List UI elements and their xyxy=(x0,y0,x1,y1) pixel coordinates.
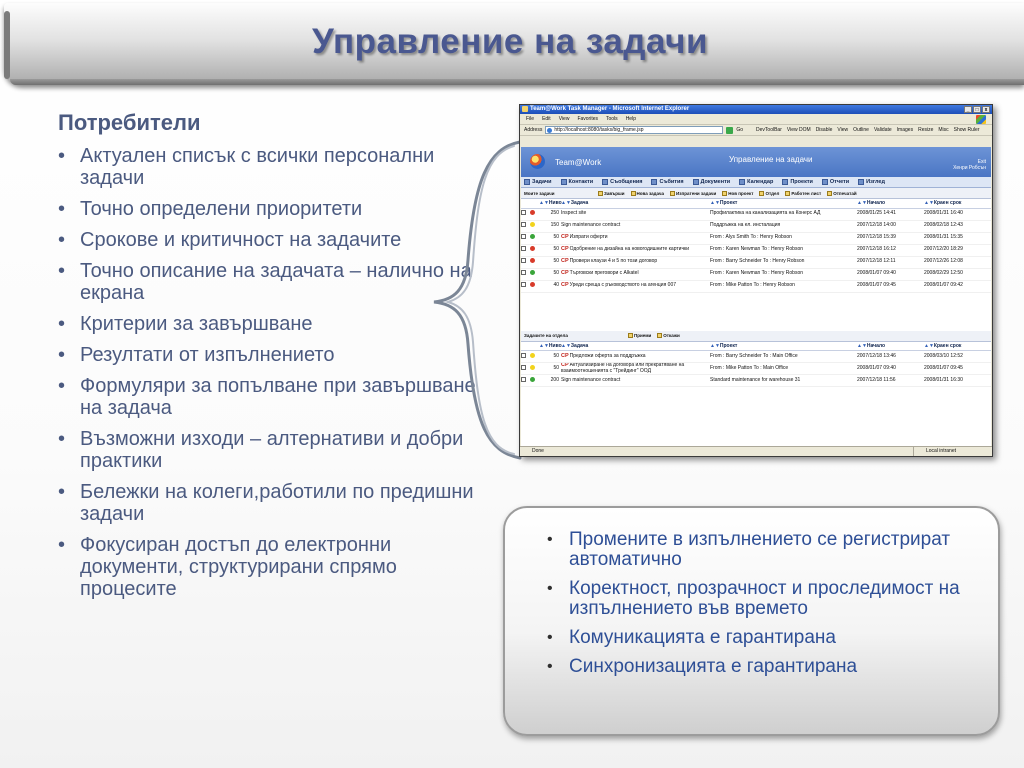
task-level: 50 xyxy=(539,363,561,375)
row-checkbox[interactable] xyxy=(521,246,526,251)
windows-logo-icon xyxy=(976,115,986,124)
task-start: 2008/01/25 14:41 xyxy=(857,208,924,220)
bullet-item: • Срокове и критичност на задачите xyxy=(58,229,478,251)
toolbar-item[interactable]: DevToolBar xyxy=(756,127,782,133)
task-name[interactable]: Предложи оферта за поддръжка xyxy=(569,352,646,359)
bullet-item: • Точно описание на задачата – налично на екрана xyxy=(58,260,478,304)
task-due: 2008/02/18 12:43 xyxy=(924,220,991,232)
status-dot-icon xyxy=(530,258,535,263)
task-name[interactable]: Актуализиране на договора или прекратяване на взаимоотношенията с "Трейдинг" ООД xyxy=(561,362,685,374)
browser-window-title: Team@Work Task Manager - Microsoft Internet Explorer xyxy=(530,106,690,112)
status-dot-icon xyxy=(530,353,535,358)
app-header xyxy=(521,147,991,177)
users-bullet-list xyxy=(58,145,478,600)
action-decline[interactable]: Откажи xyxy=(657,333,679,338)
action-accept[interactable]: Приеми xyxy=(628,333,651,338)
go-button[interactable]: Go xyxy=(736,127,744,133)
nav-messages[interactable]: Съобщения xyxy=(602,179,642,185)
slide-title: Управление на задачи xyxy=(312,22,708,61)
new-project-icon xyxy=(722,191,727,196)
row-checkbox[interactable] xyxy=(521,258,526,263)
task-level: 50 xyxy=(539,244,561,256)
benefits-callout xyxy=(503,506,1000,736)
row-checkbox[interactable] xyxy=(521,377,526,382)
nav-calendar[interactable]: Календар xyxy=(739,179,773,185)
row-checkbox[interactable] xyxy=(521,270,526,275)
my-tasks-title: Моите задачи xyxy=(524,190,555,196)
task-start: 2007/12/18 11:56 xyxy=(857,375,924,387)
task-row[interactable] xyxy=(521,220,991,232)
bullet-item: • Резултати от изпълнението xyxy=(58,344,478,366)
task-level: 40 xyxy=(539,280,561,292)
complete-icon xyxy=(598,191,603,196)
task-name[interactable]: Търговски преговори с Alkatel xyxy=(569,270,639,277)
task-project: Профилактика на канализацията на Конерс АД xyxy=(710,208,857,220)
cp-badge: CP xyxy=(561,352,569,359)
nav-events[interactable]: Събития xyxy=(651,179,683,185)
tasks-icon xyxy=(524,179,530,185)
documents-icon xyxy=(693,179,699,185)
col-task[interactable]: ▲▼Задача xyxy=(561,342,710,351)
col-project[interactable]: ▲▼Проект xyxy=(710,342,857,351)
row-checkbox[interactable] xyxy=(521,210,526,215)
status-dot-icon xyxy=(530,222,535,227)
task-name[interactable]: Изпрати оферти xyxy=(569,234,608,241)
task-row[interactable] xyxy=(521,256,991,268)
menu-help[interactable]: Help xyxy=(625,116,636,122)
task-name-cell[interactable] xyxy=(561,244,710,256)
task-project: Standard maintenance for warehouse 31 xyxy=(710,375,857,387)
action-sent-tasks[interactable]: Изпратени задачи xyxy=(670,191,716,196)
row-checkbox[interactable] xyxy=(521,234,526,239)
my-tasks-actions xyxy=(598,191,857,196)
security-zone: Local intranet xyxy=(913,447,956,456)
row-checkbox[interactable] xyxy=(521,222,526,227)
task-name-cell[interactable] xyxy=(561,351,710,363)
action-worksheet[interactable]: Работен лист xyxy=(785,191,821,196)
task-start: 2007/12/18 13:46 xyxy=(857,351,924,363)
task-level: 50 xyxy=(539,232,561,244)
status-dot-icon xyxy=(530,377,535,382)
my-tasks-body xyxy=(521,208,991,292)
dept-tasks-table xyxy=(521,342,991,388)
task-due: 2008/01/07 09:45 xyxy=(924,363,991,375)
my-tasks-bar xyxy=(521,188,991,199)
action-print[interactable]: Отпечатай xyxy=(827,191,856,196)
user-info xyxy=(953,159,986,171)
reports-icon xyxy=(822,179,828,185)
browser-window xyxy=(519,104,993,457)
maximize-button[interactable]: □ xyxy=(973,106,981,113)
task-name-cell[interactable] xyxy=(561,268,710,280)
bullet-item: • Възможни изходи – алтернативи и добри практики xyxy=(58,428,478,472)
action-new-project[interactable]: Нов проект xyxy=(722,191,753,196)
bullet-item: • Точно определени приоритети xyxy=(58,198,478,220)
table-header-row xyxy=(521,342,991,351)
browser-titlebar xyxy=(520,105,992,114)
task-name-cell[interactable] xyxy=(561,363,710,375)
nav-projects[interactable]: Проекти xyxy=(782,179,813,185)
toolbar-item[interactable]: Show Ruler xyxy=(953,127,980,133)
decline-icon xyxy=(657,333,662,338)
print-icon xyxy=(827,191,832,196)
benefit-item: • Комуникацията е гарантирана xyxy=(547,628,967,648)
task-project: From : Barry Schneider To : Henry Robson xyxy=(710,256,857,268)
dept-tasks-actions xyxy=(628,333,680,338)
task-project: Поддръжка на ел. инсталация xyxy=(710,220,857,232)
benefit-item: • Синхронизацията е гарантирана xyxy=(547,657,967,677)
bullet-item: • Формуляри за попълване при завършване на задача xyxy=(58,375,478,419)
action-new-task[interactable]: Нова задача xyxy=(631,191,665,196)
task-start: 2008/01/07 09:45 xyxy=(857,280,924,292)
task-due: 2008/01/31 16:40 xyxy=(924,208,991,220)
status-dot-icon xyxy=(530,365,535,370)
task-name[interactable]: Уреди среща с ръководството на агенция 007 xyxy=(569,282,677,289)
task-row[interactable] xyxy=(521,280,991,292)
cp-badge: CP xyxy=(561,362,569,368)
task-due: 2008/01/07 09:42 xyxy=(924,280,991,292)
task-row[interactable] xyxy=(521,375,991,387)
task-row[interactable] xyxy=(521,363,991,375)
page-content xyxy=(521,147,991,448)
task-row[interactable] xyxy=(521,351,991,363)
task-project: From : Mike Patton To : Main Office xyxy=(710,363,857,375)
worksheet-icon xyxy=(785,191,790,196)
row-checkbox[interactable] xyxy=(521,365,526,370)
benefit-item: • Промените в изпълнението се регистрират автоматично xyxy=(547,530,967,570)
status-bar xyxy=(520,446,992,456)
task-level: 50 xyxy=(539,268,561,280)
task-start: 2008/01/07 09:40 xyxy=(857,268,924,280)
events-icon xyxy=(651,179,657,185)
col-due[interactable]: ▲▼Краен срок xyxy=(924,342,991,351)
task-project: From : Karen Newman To : Henry Robson xyxy=(710,244,857,256)
status-dot-icon xyxy=(530,282,535,287)
task-project: From : Mike Patton To : Henry Robson xyxy=(710,280,857,292)
cp-badge: CP xyxy=(561,270,569,277)
department-icon xyxy=(759,191,764,196)
cp-badge: CP xyxy=(561,246,569,253)
task-project: From : Karen Newman To : Henry Robson xyxy=(710,268,857,280)
close-button[interactable]: x xyxy=(982,106,990,113)
row-checkbox[interactable] xyxy=(521,282,526,287)
menu-tools[interactable]: Tools xyxy=(606,116,618,122)
task-level: 50 xyxy=(539,351,561,363)
toolbar-item[interactable]: View xyxy=(837,127,849,133)
task-name[interactable]: Sign maintenance contract xyxy=(561,376,621,383)
task-due: 2008/02/29 12:50 xyxy=(924,268,991,280)
task-row[interactable] xyxy=(521,208,991,220)
nav-reports[interactable]: Отчети xyxy=(822,179,849,185)
task-row[interactable] xyxy=(521,232,991,244)
col-project[interactable]: ▲▼Проект xyxy=(710,199,857,208)
status-dot-icon xyxy=(530,210,535,215)
my-tasks-table xyxy=(521,199,991,293)
browser-menubar xyxy=(520,114,992,125)
title-underline xyxy=(10,79,1024,85)
cp-badge: CP xyxy=(561,258,569,265)
exit-link[interactable]: Exit xyxy=(977,159,986,165)
dept-tasks-bar xyxy=(521,331,991,342)
menu-favorites[interactable]: Favorites xyxy=(577,116,598,122)
devtoolbar xyxy=(756,127,980,133)
toolbar-item[interactable]: Validate xyxy=(873,127,892,133)
cp-badge: CP xyxy=(561,234,569,241)
user-name: Хенри Робсън xyxy=(953,165,986,171)
toolbar-item[interactable]: Images xyxy=(896,127,914,133)
benefit-item: • Коректност, прозрачност и проследимост на изпълнението във времето xyxy=(547,579,967,619)
task-due: 2008/03/10 12:52 xyxy=(924,351,991,363)
status-dot-icon xyxy=(530,246,535,251)
task-name[interactable]: Провери клаузи 4 и 5 по този договор xyxy=(569,258,658,265)
task-due: 2008/01/31 15:35 xyxy=(924,232,991,244)
nav-tasks[interactable]: Задачи xyxy=(524,179,552,185)
bullet-item: • Критерии за завършване xyxy=(58,313,478,335)
bracket-connector xyxy=(428,140,522,460)
task-due: 2007/12/20 18:29 xyxy=(924,244,991,256)
app-page-title: Управление на задачи xyxy=(729,155,813,164)
task-level: 150 xyxy=(539,220,561,232)
task-start: 2008/01/07 09:40 xyxy=(857,363,924,375)
toolbar-item[interactable]: Disable xyxy=(815,127,833,133)
users-heading: Потребители xyxy=(58,110,201,135)
task-name-cell[interactable] xyxy=(561,256,710,268)
bullet-item: • Актуален списък с всички персонални задачи xyxy=(58,145,478,189)
calendar-icon xyxy=(739,179,745,185)
task-name-cell[interactable] xyxy=(561,232,710,244)
view-icon xyxy=(858,179,864,185)
action-department[interactable]: Отдел xyxy=(759,191,779,196)
address-input[interactable]: http://localhost:8080/tasks/big_frame.jsp xyxy=(545,126,723,134)
nav-documents[interactable]: Документи xyxy=(693,179,731,185)
toolbar-item[interactable]: View DOM xyxy=(786,127,811,133)
col-level[interactable]: ▲▼Ниво xyxy=(539,342,562,349)
task-name[interactable]: Sign maintenance contract xyxy=(561,222,621,229)
task-project: From : Alys Smith To : Henry Robson xyxy=(710,232,857,244)
col-start[interactable]: ▲▼Начало xyxy=(857,199,924,208)
task-start: 2007/12/18 12:11 xyxy=(857,256,924,268)
cp-badge: CP xyxy=(561,282,569,289)
task-start: 2007/12/18 15:39 xyxy=(857,232,924,244)
address-bar xyxy=(520,125,992,136)
task-name-cell[interactable] xyxy=(561,280,710,292)
app-name: Team@Work xyxy=(555,158,602,167)
bullet-item: • Фокусиран достъп до електронни документи, структурирани спрямо процесите xyxy=(58,534,478,600)
status-dot-icon xyxy=(530,270,535,275)
menu-edit[interactable]: Edit xyxy=(542,116,551,122)
status-dot-icon xyxy=(530,234,535,239)
col-task[interactable]: ▲▼Задача xyxy=(561,199,710,208)
toolbar-item[interactable]: Outline xyxy=(853,127,869,133)
menu-view[interactable]: View xyxy=(558,116,570,122)
col-due[interactable]: ▲▼Краен срок xyxy=(924,199,991,208)
col-start[interactable]: ▲▼Начало xyxy=(857,342,924,351)
task-name-cell[interactable] xyxy=(561,220,710,232)
minimize-button[interactable]: _ xyxy=(964,106,972,113)
app-nav xyxy=(521,177,991,188)
row-checkbox[interactable] xyxy=(521,353,526,358)
task-row[interactable] xyxy=(521,268,991,280)
projects-icon xyxy=(782,179,788,185)
new-task-icon xyxy=(631,191,636,196)
action-complete[interactable]: Завърши xyxy=(598,191,625,196)
task-name-cell[interactable] xyxy=(561,375,710,387)
menu-file[interactable]: File xyxy=(526,116,535,122)
task-due: 2008/01/31 16:30 xyxy=(924,375,991,387)
nav-contacts[interactable]: Контакти xyxy=(561,179,594,185)
teamwork-logo-icon xyxy=(530,154,545,169)
task-level: 250 xyxy=(539,208,561,220)
task-name-cell[interactable] xyxy=(561,208,710,220)
bullet-item: • Бележки на колеги,работили по предишни задачи xyxy=(58,481,478,525)
status-text: Done xyxy=(532,448,544,454)
table-spacer xyxy=(521,293,991,331)
toolbar-item[interactable]: Misc xyxy=(938,127,949,133)
window-controls xyxy=(964,106,990,113)
col-level[interactable]: ▲▼Ниво xyxy=(539,200,562,207)
dept-tasks-title: Задачите на отдела xyxy=(524,333,568,338)
task-start: 2007/12/18 16:12 xyxy=(857,244,924,256)
task-start: 2007/12/18 14:00 xyxy=(857,220,924,232)
task-row[interactable] xyxy=(521,244,991,256)
task-level: 50 xyxy=(539,256,561,268)
task-due: 2007/12/26 12:08 xyxy=(924,256,991,268)
task-project: From : Barry Schneider To : Main Office xyxy=(710,351,857,363)
contacts-icon xyxy=(561,179,567,185)
task-level: 200 xyxy=(539,375,561,387)
task-name[interactable]: Inspect site xyxy=(561,210,587,217)
left-column xyxy=(58,110,478,600)
nav-view[interactable]: Изглед xyxy=(858,179,885,185)
go-arrow-icon[interactable] xyxy=(726,127,733,134)
messages-icon xyxy=(602,179,608,185)
ie-app-icon xyxy=(522,106,528,112)
task-name[interactable]: Одобрение на дизайна на новогодишните картички xyxy=(569,246,690,253)
dept-tasks-body xyxy=(521,351,991,387)
accept-icon xyxy=(628,333,633,338)
benefits-list xyxy=(547,530,967,686)
sent-tasks-icon xyxy=(670,191,675,196)
toolbar-item[interactable]: Resize xyxy=(918,127,934,133)
address-label: Address xyxy=(524,127,543,133)
table-header-row xyxy=(521,199,991,208)
